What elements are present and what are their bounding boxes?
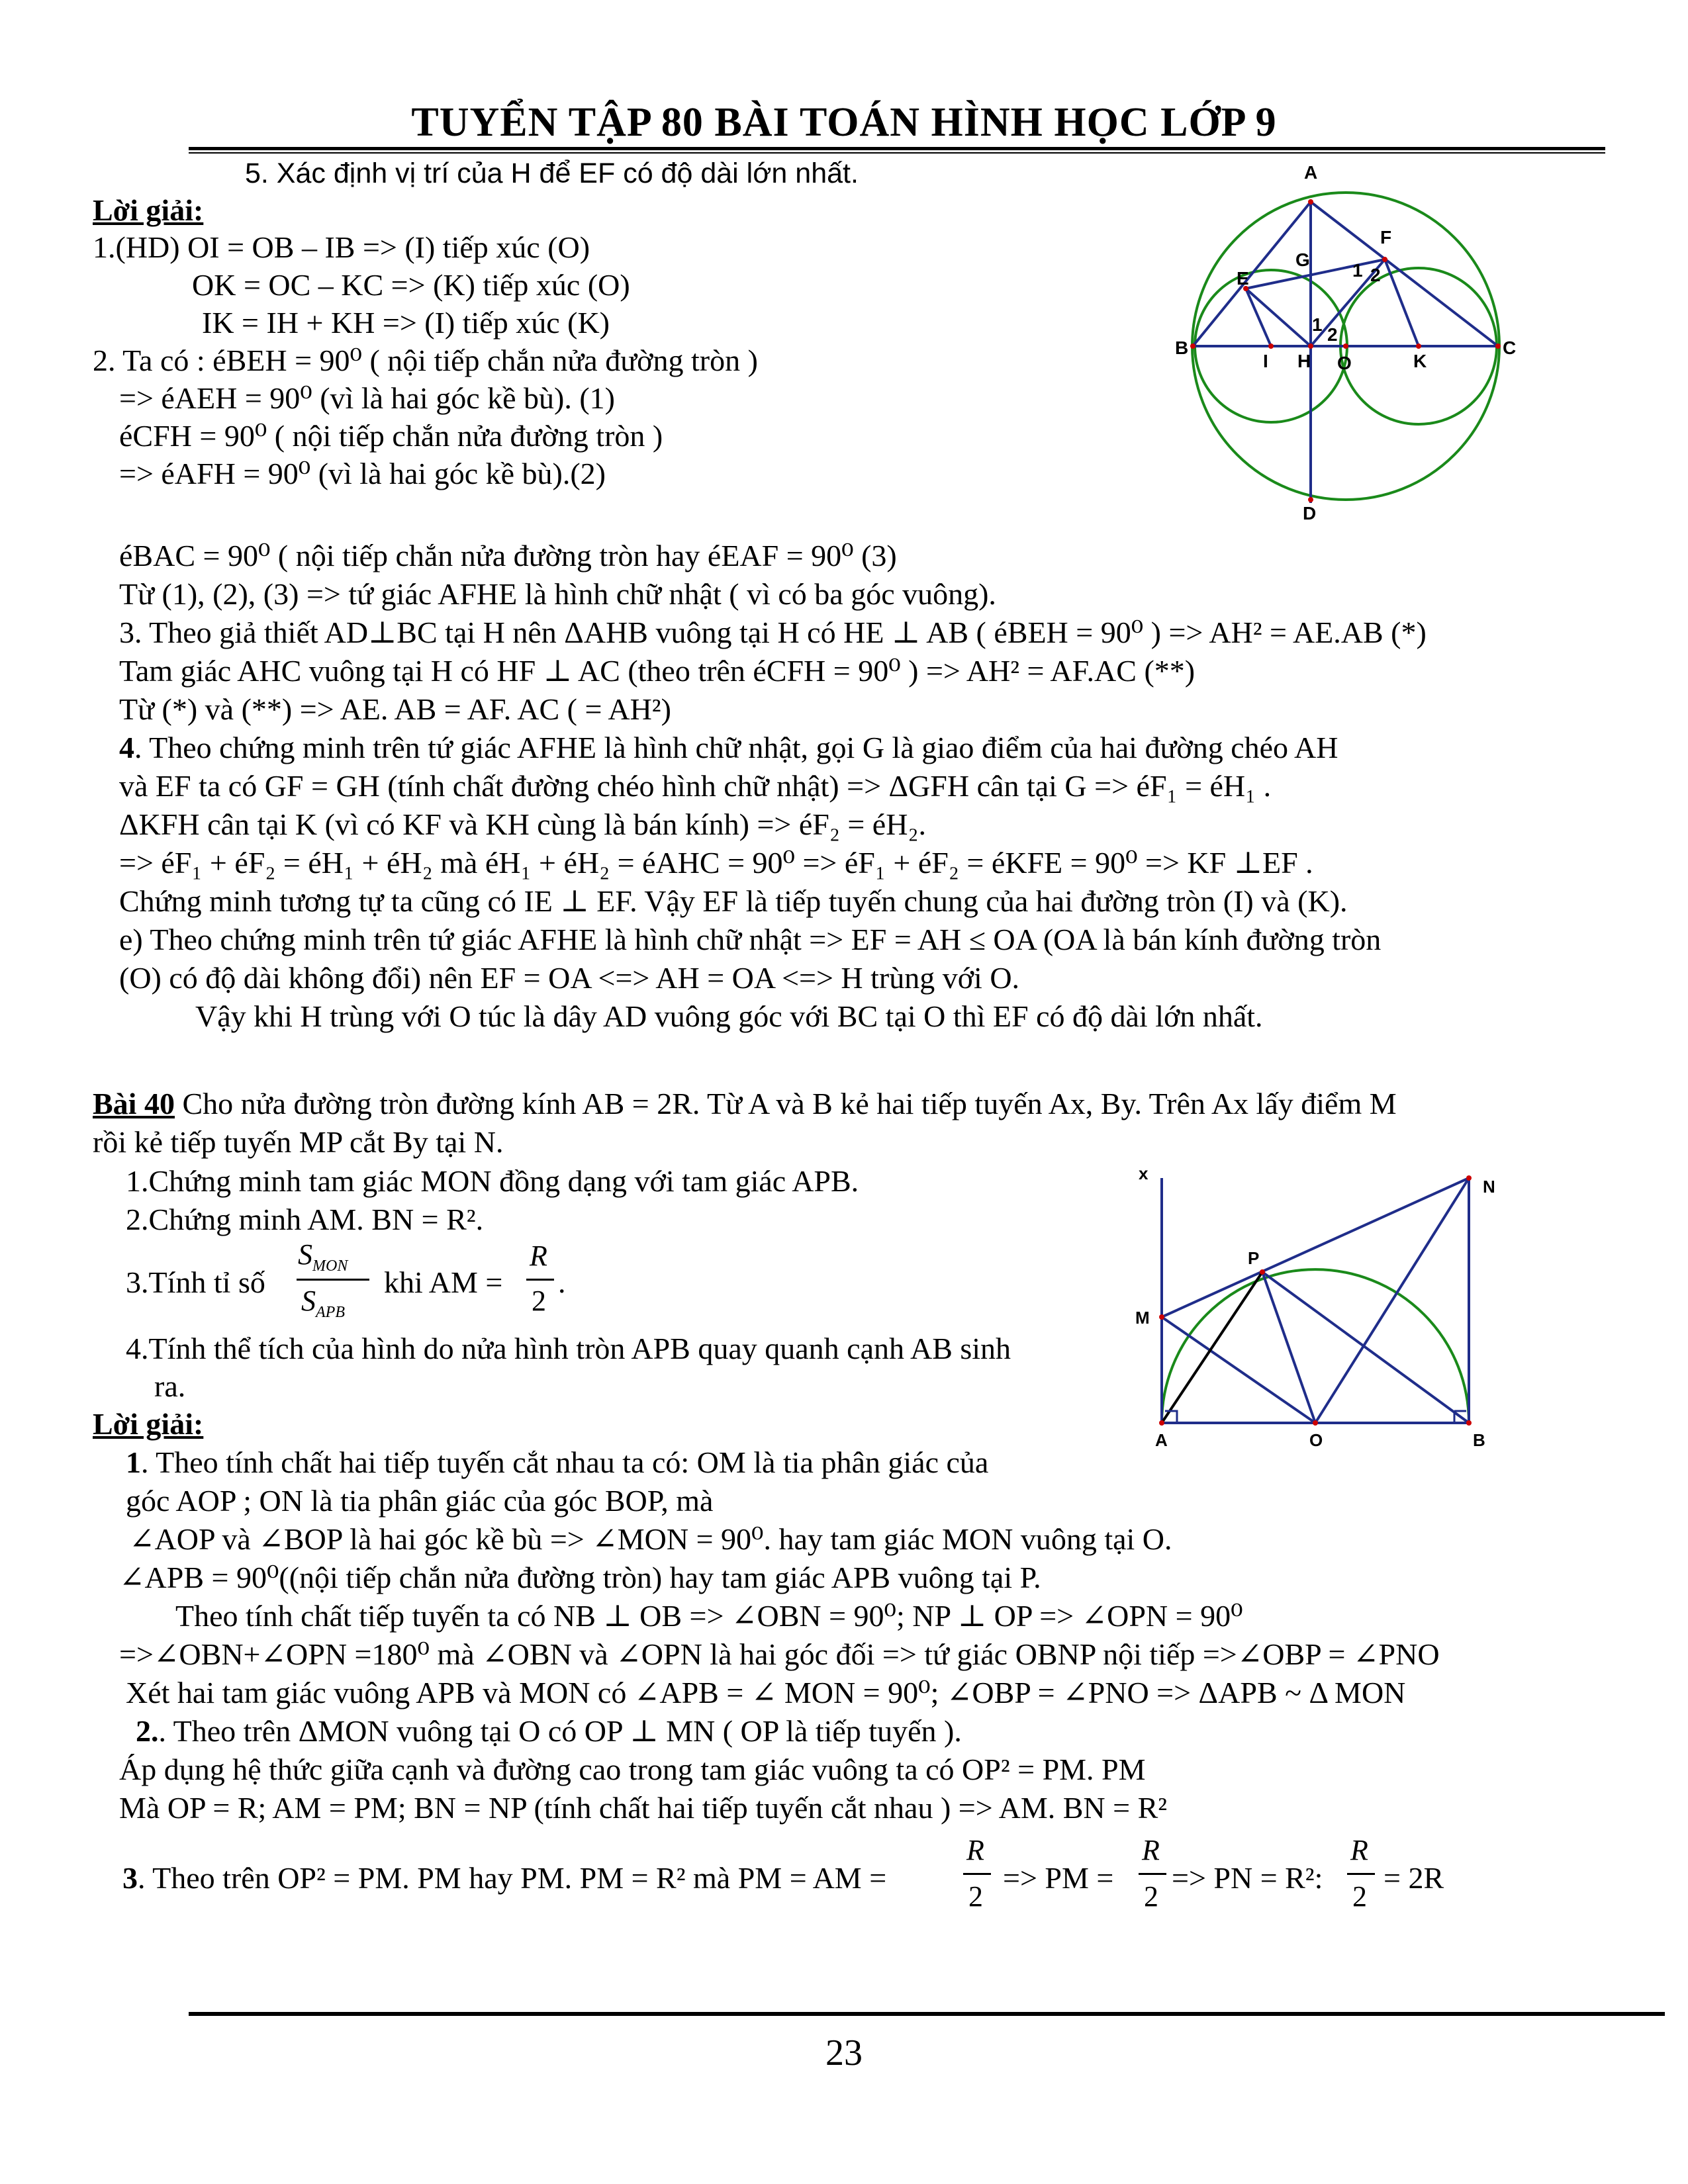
solution-heading: Lời giải: (93, 193, 204, 227)
label-E: E (1237, 268, 1249, 289)
label-N: N (1483, 1177, 1495, 1197)
sol-line-3: IK = IH + KH => (I) tiếp xúc (K) (202, 306, 610, 340)
b40-sol-6: =>∠OBN+∠OPN =180⁰ mà ∠OBN và ∠OPN là hai góc đối => tứ giác OBNP nội tiếp =>∠OBP = ∠PNO (119, 1637, 1440, 1671)
label-2a: 2 (1370, 265, 1381, 285)
label-M: M (1135, 1308, 1150, 1328)
label-P: P (1248, 1248, 1260, 1268)
label-G: G (1295, 250, 1310, 270)
figure-1-circles (1175, 159, 1549, 529)
sol3-pn: => PN = R²: (1172, 1861, 1323, 1895)
frac-dot: . (558, 1265, 566, 1299)
bai-40-label: Bài 40 (93, 1087, 175, 1120)
b40-sol-7: Xét hai tam giác vuông APB và MON có ∠APB = ∠ MON = 90⁰; ∠OBP = ∠PNO => ΔAPB ~ Δ MON (126, 1676, 1406, 1709)
label-A2: A (1155, 1430, 1168, 1450)
frac-s-apb: $S_{APB}$ (301, 1285, 345, 1321)
sol-line-11: Tam giác AHC vuông tại H có HF ⊥ AC (theo trên éCFH = 90⁰ ) => AH² = AF.AC (**) (119, 654, 1196, 688)
semicircle-apb (1162, 1269, 1469, 1423)
sol-line-14: và EF ta có GF = GH (tính chất đường chéo hình chữ nhật) => ΔGFH cân tại G => éF₁ = éH₁ . (119, 769, 1272, 803)
sol3-frac3-r: R (1350, 1834, 1368, 1866)
b40-sol-2: góc AOP ; ON là tia phân giác của góc BOP, mà (126, 1484, 714, 1518)
task-1: 1.Chứng minh tam giác MON đồng dạng với tam giác APB. (126, 1164, 859, 1198)
sol3-frac1-2: 2 (968, 1880, 983, 1913)
sol3-frac3-2: 2 (1352, 1880, 1367, 1913)
khi-am: khi AM = (384, 1265, 503, 1299)
label-B: B (1175, 338, 1189, 358)
sol3-frac2-r: R (1142, 1834, 1160, 1866)
sol3-frac1-bar (963, 1873, 991, 1875)
sol-line-5: => éAEH = 90⁰ (vì là hai góc kề bù). (1) (119, 381, 616, 415)
bai-40-line-1: Bài 40 Cho nửa đường tròn đường kính AB = 2R. Từ A và B kẻ hai tiếp tuyến Ax, By. Trên Ax lấy điểm M (93, 1087, 1397, 1120)
sol-line-8: éBAC = 90⁰ ( nội tiếp chắn nửa đường tròn hay éEAF = 90⁰ (3) (119, 539, 897, 572)
bai40-solution-heading: Lời giải: (93, 1407, 204, 1441)
b40-sol-4: ∠APB = 90⁰((nội tiếp chắn nửa đường tròn) hay tam giác APB vuông tại P. (119, 1561, 1041, 1594)
task-4-cont: ra. (154, 1369, 186, 1403)
page-number: 23 (825, 2032, 863, 2073)
label-H: H (1297, 351, 1311, 371)
sol-line-6: éCFH = 90⁰ ( nội tiếp chắn nửa đường tròn ) (119, 419, 663, 453)
label-K: K (1413, 351, 1427, 371)
question-5: 5. Xác định vị trí của H để EF có độ dài lớn nhất. (245, 158, 859, 189)
bai-40-line-2: rồi kẻ tiếp tuyến MP cắt By tại N. (93, 1125, 504, 1159)
sol-line-15: ΔKFH cân tại K (vì có KF và KH cùng là bán kính) => éF₂ = éH₂. (119, 807, 926, 841)
header-rule-thin (189, 152, 1605, 154)
label-1a: 1 (1352, 260, 1363, 281)
label-x: x (1139, 1163, 1149, 1183)
label-A: A (1304, 162, 1318, 183)
b40-sol-8: 2.. Theo trên ΔMON vuông tại O có OP ⊥ MN ( OP là tiếp tuyến ). (136, 1714, 962, 1748)
footer-rule (189, 2012, 1665, 2016)
sol3-frac3-bar (1347, 1873, 1375, 1875)
b40-sol-5: Theo tính chất tiếp tuyến ta có NB ⊥ OB => ∠OBN = 90⁰; NP ⊥ OP => ∠OPN = 90⁰ (175, 1599, 1243, 1633)
sol-line-10: 3. Theo giả thiết AD⊥BC tại H nên ΔAHB vuông tại H có HE ⊥ AB ( éBEH = 90⁰ ) => AH² = AE.AB (*) (119, 615, 1427, 649)
sol3-pm: => PM = (1003, 1861, 1114, 1895)
sol-line-18: e) Theo chứng minh trên tứ giác AFHE là hình chữ nhật => EF = AH ≤ OA (OA là bán kính đường tròn (119, 923, 1382, 956)
label-2b: 2 (1327, 324, 1338, 345)
label-O2: O (1309, 1430, 1323, 1450)
sol3-frac2-bar (1139, 1873, 1166, 1875)
sol-line-7: => éAFH = 90⁰ (vì là hai góc kề bù).(2) (119, 457, 606, 490)
b40-sol-9: Áp dụng hệ thức giữa cạnh và đường cao trong tam giác vuông ta có OP² = PM. PM (119, 1752, 1146, 1786)
frac-s-mon: $S_{MON}$ (298, 1238, 348, 1275)
label-1b: 1 (1312, 314, 1323, 335)
sol-line-20: Vậy khi H trùng với O túc là dây AD vuông góc với BC tại O thì EF có độ dài lớn nhất. (195, 999, 1263, 1033)
sol-line-2: OK = OC – KC => (K) tiếp xúc (O) (192, 268, 630, 302)
sol-line-9: Từ (1), (2), (3) => tứ giác AFHE là hình chữ nhật ( vì có ba góc vuông). (119, 577, 996, 611)
sol3-frac2-2: 2 (1144, 1880, 1158, 1913)
sol-line-16: => éF₁ + éF₂ = éH₁ + éH₂ mà éH₁ + éH₂ = éAHC = 90⁰ => éF₁ + éF₂ = éKFE = 90⁰ => KF ⊥EF . (119, 846, 1313, 880)
sol-line-4: 2. Ta có : éBEH = 90⁰ ( nội tiếp chắn nửa đường tròn ) (93, 343, 758, 377)
task-2: 2.Chứng minh AM. BN = R². (126, 1203, 484, 1236)
label-F: F (1380, 227, 1392, 248)
sol3-frac1-r: R (966, 1834, 984, 1866)
sol-line-19: (O) có độ dài không đổi) nên EF = OA <=> AH = OA <=> H trùng với O. (119, 961, 1020, 995)
sol-line-13: 4. Theo chứng minh trên tứ giác AFHE là hình chữ nhật, gọi G là giao điểm của hai đường chéo AH (119, 731, 1338, 764)
b40-sol-3: ∠AOP và ∠BOP là hai góc kề bù => ∠MON = 90⁰. hay tam giác MON vuông tại O. (129, 1522, 1172, 1556)
label-I: I (1263, 351, 1268, 371)
sol-line-1: 1.(HD) OI = OB – IB => (I) tiếp xúc (O) (93, 230, 590, 264)
frac-2: 2 (532, 1285, 546, 1317)
label-O: O (1337, 353, 1352, 373)
task-3-label: 3.Tính tỉ số (126, 1265, 265, 1299)
sol3-2r: = 2R (1383, 1861, 1444, 1895)
task-4: 4.Tính thể tích của hình do nửa hình tròn APB quay quanh cạnh AB sinh (126, 1332, 1011, 1365)
frac-bar-1 (297, 1279, 369, 1281)
header-rule (189, 147, 1605, 150)
sol-line-12: Từ (*) và (**) => AE. AB = AF. AC ( = AH²) (119, 692, 671, 726)
num-4: 4 (119, 731, 134, 764)
sol-line-17: Chứng minh tương tự ta cũng có IE ⊥ EF. Vậy EF là tiếp tuyến chung của hai đường tròn (I) và (K). (119, 884, 1348, 918)
label-B2: B (1473, 1430, 1485, 1450)
label-D: D (1303, 503, 1317, 523)
figure-2-semicircle (1125, 1152, 1536, 1469)
b40-sol-1: 1. Theo tính chất hai tiếp tuyến cắt nhau ta có: OM là tia phân giác của (126, 1445, 989, 1479)
b40-sol-11: 3. Theo trên OP² = PM. PM hay PM. PM = R² mà PM = AM = (122, 1861, 887, 1895)
frac-bar-2 (526, 1279, 554, 1281)
frac-r: R (530, 1240, 547, 1272)
label-C: C (1503, 338, 1517, 358)
b40-sol-10: Mà OP = R; AM = PM; BN = NP (tính chất hai tiếp tuyến cắt nhau ) => AM. BN = R² (119, 1791, 1168, 1825)
page-title: TUYỂN TẬP 80 BÀI TOÁN HÌNH HỌC LỚP 9 (411, 100, 1277, 145)
